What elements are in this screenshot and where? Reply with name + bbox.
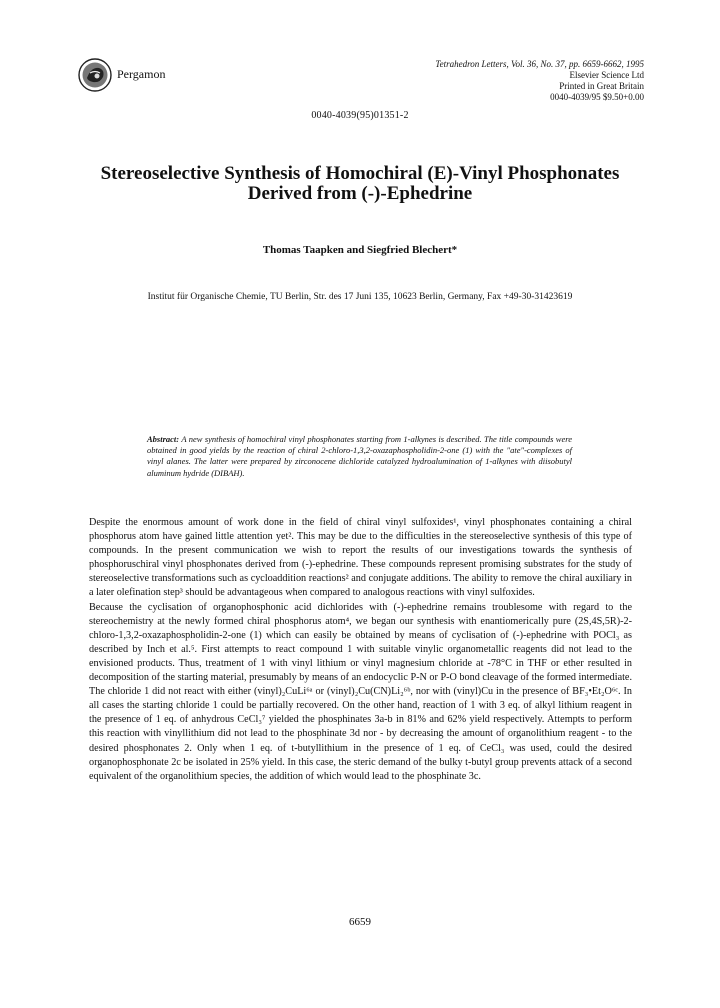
title-line-2: Derived from (-)-Ephedrine — [247, 183, 473, 204]
page-number: 6659 — [349, 916, 371, 928]
publisher-line: Elsevier Science Ltd — [569, 70, 644, 80]
abstract — [147, 434, 572, 479]
journal-info — [435, 59, 644, 103]
publisher-name: Pergamon — [117, 67, 166, 81]
printed-line: Printed in Great Britain — [559, 81, 644, 91]
abstract-label: Abstract: — [147, 434, 180, 444]
body-text — [89, 516, 632, 784]
doi-code: 0040-4039(95)01351-2 — [311, 110, 409, 121]
title-line-1: Stereoselective Synthesis of Homochiral (E)-Vinyl Phosphonates — [100, 163, 620, 184]
article-title — [60, 164, 660, 204]
price-line: 0040-4039/95 $9.50+0.00 — [550, 92, 644, 102]
paragraph-2: Because the cyclisation of organophosphonic acid dichlorides with (-)-ephedrine remains troublesome with regard to the stereochemistry at the newly formed chiral phosphorus atom⁴, we began our synthesis with enantiomerically pure (2S,4S,5R)-2-chloro-1,3,2-oxazaphospholidin-2-one (1) which can easily be obtained by means of cyclisation of (-)-ephedrine with POCl₃ as described by Inch et al.⁵. First attempts to react compound 1 with suitable vinylic organometallic reagents did not lead to the envisioned products. Thus, treatment of 1 with vinyl lithium or vinyl magnesium chloride at -78°C in THF or ether resulted in decomposition of the starting material, presumably by means of an endocyclic P-N or P-O bond cleavage of the formed intermediate. The chloride 1 did not react with either (vinyl)₂CuLi⁶ᵃ or (vinyl)₂Cu(CN)Li₂⁶ᵇ, nor with (vinyl)Cu in the presence of BF₃•Et₂O⁶ᶜ. In all cases the starting chloride 1 could be partially recovered. On the other hand, reaction of 1 with 3 eq. of alkyl lithium reagent in the presence of 1 eq. of anhydrous CeCl₃⁷ yielded the phosphinates 3a-b in 81% and 62% yield respectively. Attempts to perform this reaction with vinyllithium did not lead to the phosphinate 3d nor - by decreasing the amount of organolithium reagent - to the desired phosphonates 2. Only when 1 eq. of t-butyllithium in the presence of 1 eq. of CeCl₃ was used, could the desired organophosphonate 2c be isolated in 25% yield. In this case, the steric demand of the bulky t-butyl group prevents attack of a second equivalent of the organolithium species, the addition of which would lead to the phosphinate 3c. — [89, 601, 632, 782]
affiliation: Institut für Organische Chemie, TU Berlin, Str. des 17 Juni 135, 10623 Berlin, Germany, Fax +49-30-31423619 — [147, 292, 573, 302]
publisher-logo — [78, 58, 112, 92]
authors: Thomas Taapken and Siegfried Blechert* — [262, 244, 458, 256]
paragraph-1: Despite the enormous amount of work done in the field of chiral vinyl sulfoxides¹, vinyl phosphonates containing a chiral phosphorus atom have gained little attention yet². This may be due to the difficulties in the stereoselective synthesis of this type of compounds. In the present communication we wish to report the results of our investigations towards the synthesis of phosphoruschiral vinyl phosphonates derived from (-)-ephedrine. These compounds represent promising substrates for the study of stereoselective transformations such as cycloaddition reactions² and conjugate additions. The ability to remove the chiral auxiliary in a later olefination step³ should be advantageous when compared to analogous reactions with vinyl sulfoxides. — [89, 517, 632, 599]
journal-citation: Tetrahedron Letters, Vol. 36, No. 37, pp. 6659-6662, 1995 — [435, 59, 644, 69]
abstract-text: A new synthesis of homochiral vinyl phosphonates starting from 1-alkynes is described. The title compounds were obtained in good yields by the reaction of chiral 2-chloro-1,3,2-oxazaphospholidin-2-one (1) with the "ate"-complexes of vinyl alanes. The latter were prepared by zirconocene dichloride catalyzed hydroalumination of 1-alkynes with diisobutyl aluminum hydride (DIBAH). — [147, 434, 572, 478]
